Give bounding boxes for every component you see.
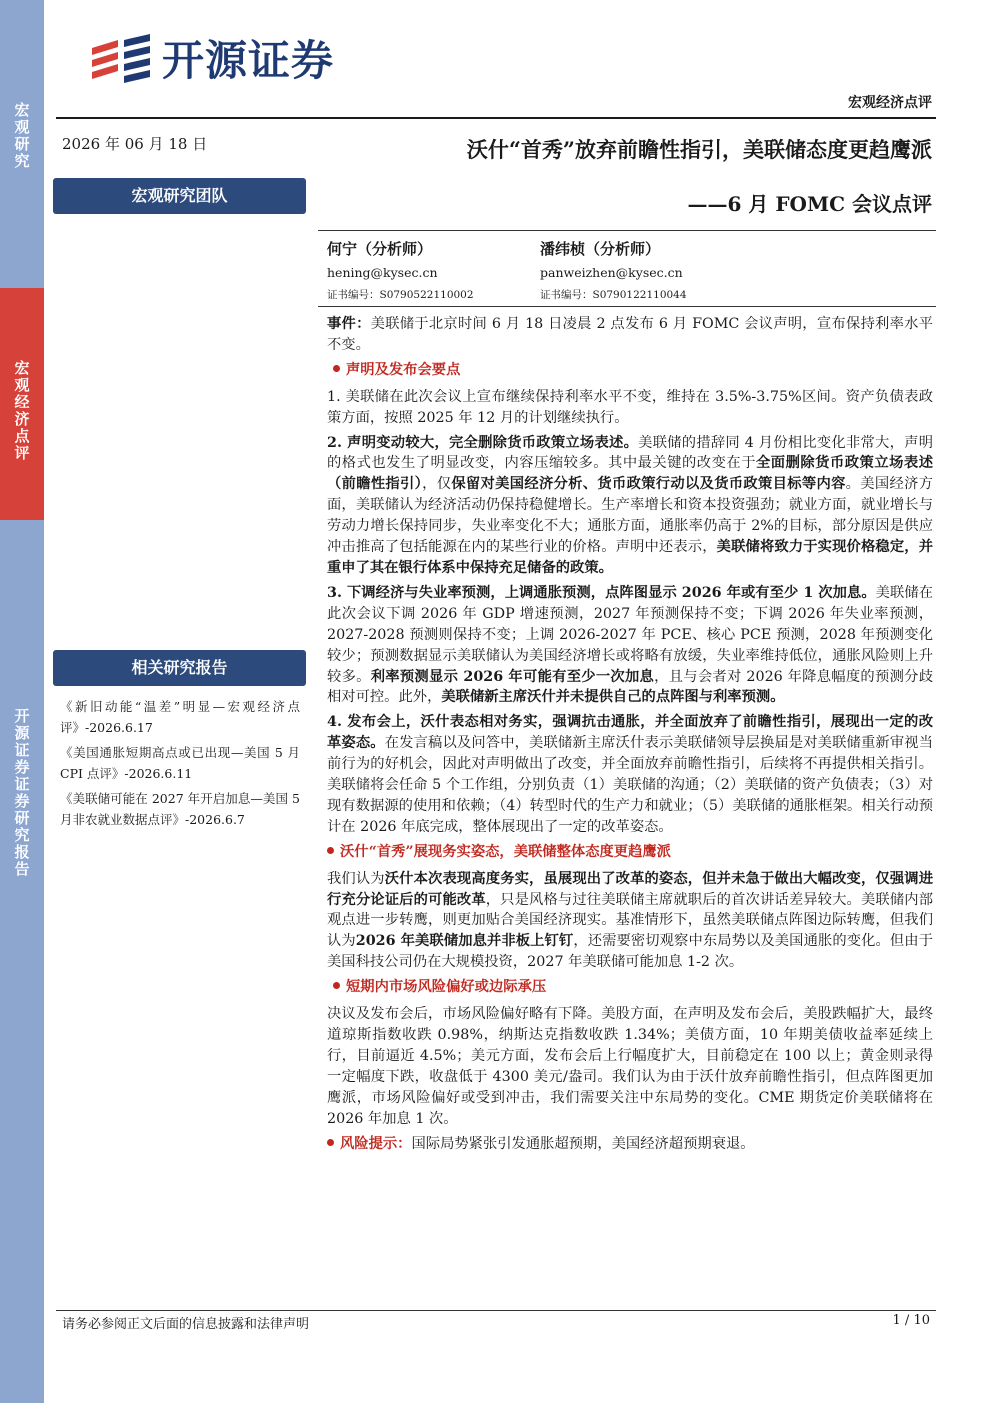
analyst-cert: 证书编号：S0790522110002: [327, 289, 474, 301]
paragraph-6: 决议及发布会后，市场风险偏好略有下降。美股方面，在声明及发布会后，美股跌幅扩大，最终道琼斯指数收跌 0.98%，纳斯达克指数收跌 1.34%；美债方面，10 年期美债收益率延续上行，目前逼近 4.5%；美元方面，发布会后上行幅度扩大，目前稳定在 100 以上；黄金则录得一定幅度下跌，收盘低于 4300 美元/盎司。我们认为由于沃什放弃前瞻性指引，但点阵图更加鹰派，市场风险偏好或受到冲击，我们需要关注中东局势的变化。CME 期货定价美联储将在 2026 年加息 1 次。: [327, 1006, 933, 1127]
report-subtitle: ——6 月 FOMC 会议点评: [687, 192, 932, 216]
section-heading: 短期内市场风险偏好或边际承压: [327, 977, 933, 998]
risk-label: 风险提示：: [340, 1135, 412, 1152]
paragraph-1: 1. 美联储在此次会议上宣布继续保持利率水平不变，维持在 3.5%-3.75%区间。资产负债表政策方面，按照 2025 年 12 月的计划继续执行。: [327, 388, 933, 426]
title-divider: [318, 230, 936, 231]
bullet-icon: [327, 1139, 334, 1146]
research-team-heading: 宏观研究团队: [53, 178, 306, 214]
report-title: 沃什“首秀”放弃前瞻性指引，美联储态度更趋鹰派: [466, 137, 932, 162]
bullet-icon: [333, 365, 340, 372]
side-strip: [0, 0, 44, 1403]
logo-text: 开源证券: [162, 36, 335, 85]
company-logo: [88, 28, 334, 88]
section-heading: 声明及发布会要点: [327, 360, 933, 381]
event-label: 事件：: [327, 316, 371, 332]
analyst-card: [540, 238, 750, 303]
related-report-link[interactable]: 《新旧动能“温差”明显—宏观经济点评》-2026.6.17: [60, 699, 300, 735]
paragraph-4: 4. 发布会上，沃什表态相对务实，强调抗击通胀，并全面放弃了前瞻性指引，展现出一定的改革姿态。在发言稿以及问答中，美联储新主席沃什表示美联储领导层换届是对美联储重新审视当前行为的好机会，因此对声明做出了改变，并全面放弃前瞻性指引，后续将不再提供相关指引。美联储将会任命 5 个工作组，分别负责（1）美联储的沟通；（2）美联储的资产负债表；（3）对现有数据源的使用和依赖；（4）转型时代的生产力和就业；（5）美联储的通胀框架。相关行动预计在 2026 年底完成，整体展现出了一定的改革姿态。: [327, 714, 934, 835]
related-reports-list: [60, 696, 300, 834]
footer-disclaimer: 请务必参阅正文后面的信息披露和法律声明: [62, 1317, 310, 1332]
analyst-card: [327, 238, 537, 303]
related-report-link[interactable]: 《美联储可能在 2027 年开启加息—美国 5 月非农就业数据点评》-2026.6.7: [60, 791, 300, 827]
analyst-divider: [318, 306, 936, 307]
report-body: [327, 314, 933, 1158]
bullet-icon: [327, 847, 334, 854]
risk-paragraph: [327, 1134, 933, 1155]
event-text: 美联储于北京时间 6 月 18 日凌晨 2 点发布 6 月 FOMC 会议声明，宣布保持利率水平不变。: [327, 316, 933, 353]
report-date: 2026 年 06 月 18 日: [62, 135, 208, 153]
risk-text: 国际局势紧张引发通胀超预期，美国经济超预期衰退。: [411, 1135, 755, 1152]
related-report-link[interactable]: 《美国通胀短期高点或已出现—美国 5 月 CPI 点评》-2026.6.11: [60, 745, 300, 781]
analyst-name: 潘纬桢（分析师）: [540, 240, 661, 258]
analyst-name: 何宁（分析师）: [327, 240, 433, 258]
analyst-email[interactable]: panweizhen@kysec.cn: [540, 265, 683, 280]
side-label-macro-research: 宏观研究: [0, 0, 44, 288]
paragraph-5: 我们认为沃什本次表现高度务实，虽展现出了改革的姿态，但并未急于做出大幅改变，仅强调进行充分论证后的可能改革，只是风格与过往美联储主席就职后的首次讲话差异较大。美联储内部观点进一步转鹰，则更加贴合美国经济现实。基准情形下，虽然美联储点阵图边际转鹰，但我们认为2026 年美联储加息并非板上钉钉，还需要密切观察中东局势以及美国通胀的变化。但由于美国科技公司仍在大规模投资，2027 年美联储可能加息 1-2 次。: [327, 870, 934, 971]
event-paragraph: [327, 314, 933, 356]
analyst-cert: 证书编号：S0790122110044: [540, 289, 687, 301]
related-reports-heading: 相关研究报告: [53, 650, 306, 686]
paragraph-2: 2. 声明变动较大，完全删除货币政策立场表述。美联储的措辞同 4 月份相比变化非常大，声明的格式也发生了明显改变，内容压缩较多。其中最关键的改变在于全面删除货币政策立场表述（前瞻性指引），仅保留对美国经济分析、货币政策行动以及货币政策目标等内容。美国经济方面，美联储认为经济活动仍保持稳健增长。生产率增长和资本投资强劲；就业方面，就业增长与劳动力增长保持同步，失业率变化不大；通胀方面，通胀率仍高于 2%的目标，部分原因是供应冲击推高了包括能源在内的某些行业的价格。声明中还表示，美联储将致力于实现价格稳定，并重申了其在银行体系中保持充足储备的政策。: [327, 434, 934, 576]
section-heading: 沃什“首秀”展现务实姿态，美联储整体态度更趋鹰派: [327, 842, 933, 863]
page-number: 1 / 10: [892, 1313, 930, 1328]
paragraph-3: 3. 下调经济与失业率预测，上调通胀预测，点阵图显示 2026 年或有至少 1 次加息。美联储在此次会议下调 2026 年 GDP 增速预测，2027 年预测保持不变；下调 2026 年失业率预测，2027-2028 预测则保持不变；上调 2026-2027 年 PCE、核心 PCE 预测，2028 年预测变化较少；预测数据显示美联储认为美国经济增长或将略有放缓，失业率维持低位，通胀风险则上升较多。利率预测显示 2026 年可能有至少一次加息，且与会者对 2026 年降息幅度的预测分歧相对可控。此外，美联储新主席沃什并未提供自己的点阵图与利率预测。: [327, 584, 934, 706]
analyst-email[interactable]: hening@kysec.cn: [327, 265, 438, 280]
bullet-icon: [333, 982, 340, 989]
report-type-label: 宏观经济点评: [848, 95, 932, 111]
logo-mark-icon: [88, 30, 158, 86]
header-divider: [56, 117, 936, 119]
side-label-securities-report: 开源证券证券研究报告: [0, 520, 44, 1403]
footer-divider: [56, 1310, 936, 1311]
side-label-macro-commentary: 宏观经济点评: [0, 288, 44, 520]
